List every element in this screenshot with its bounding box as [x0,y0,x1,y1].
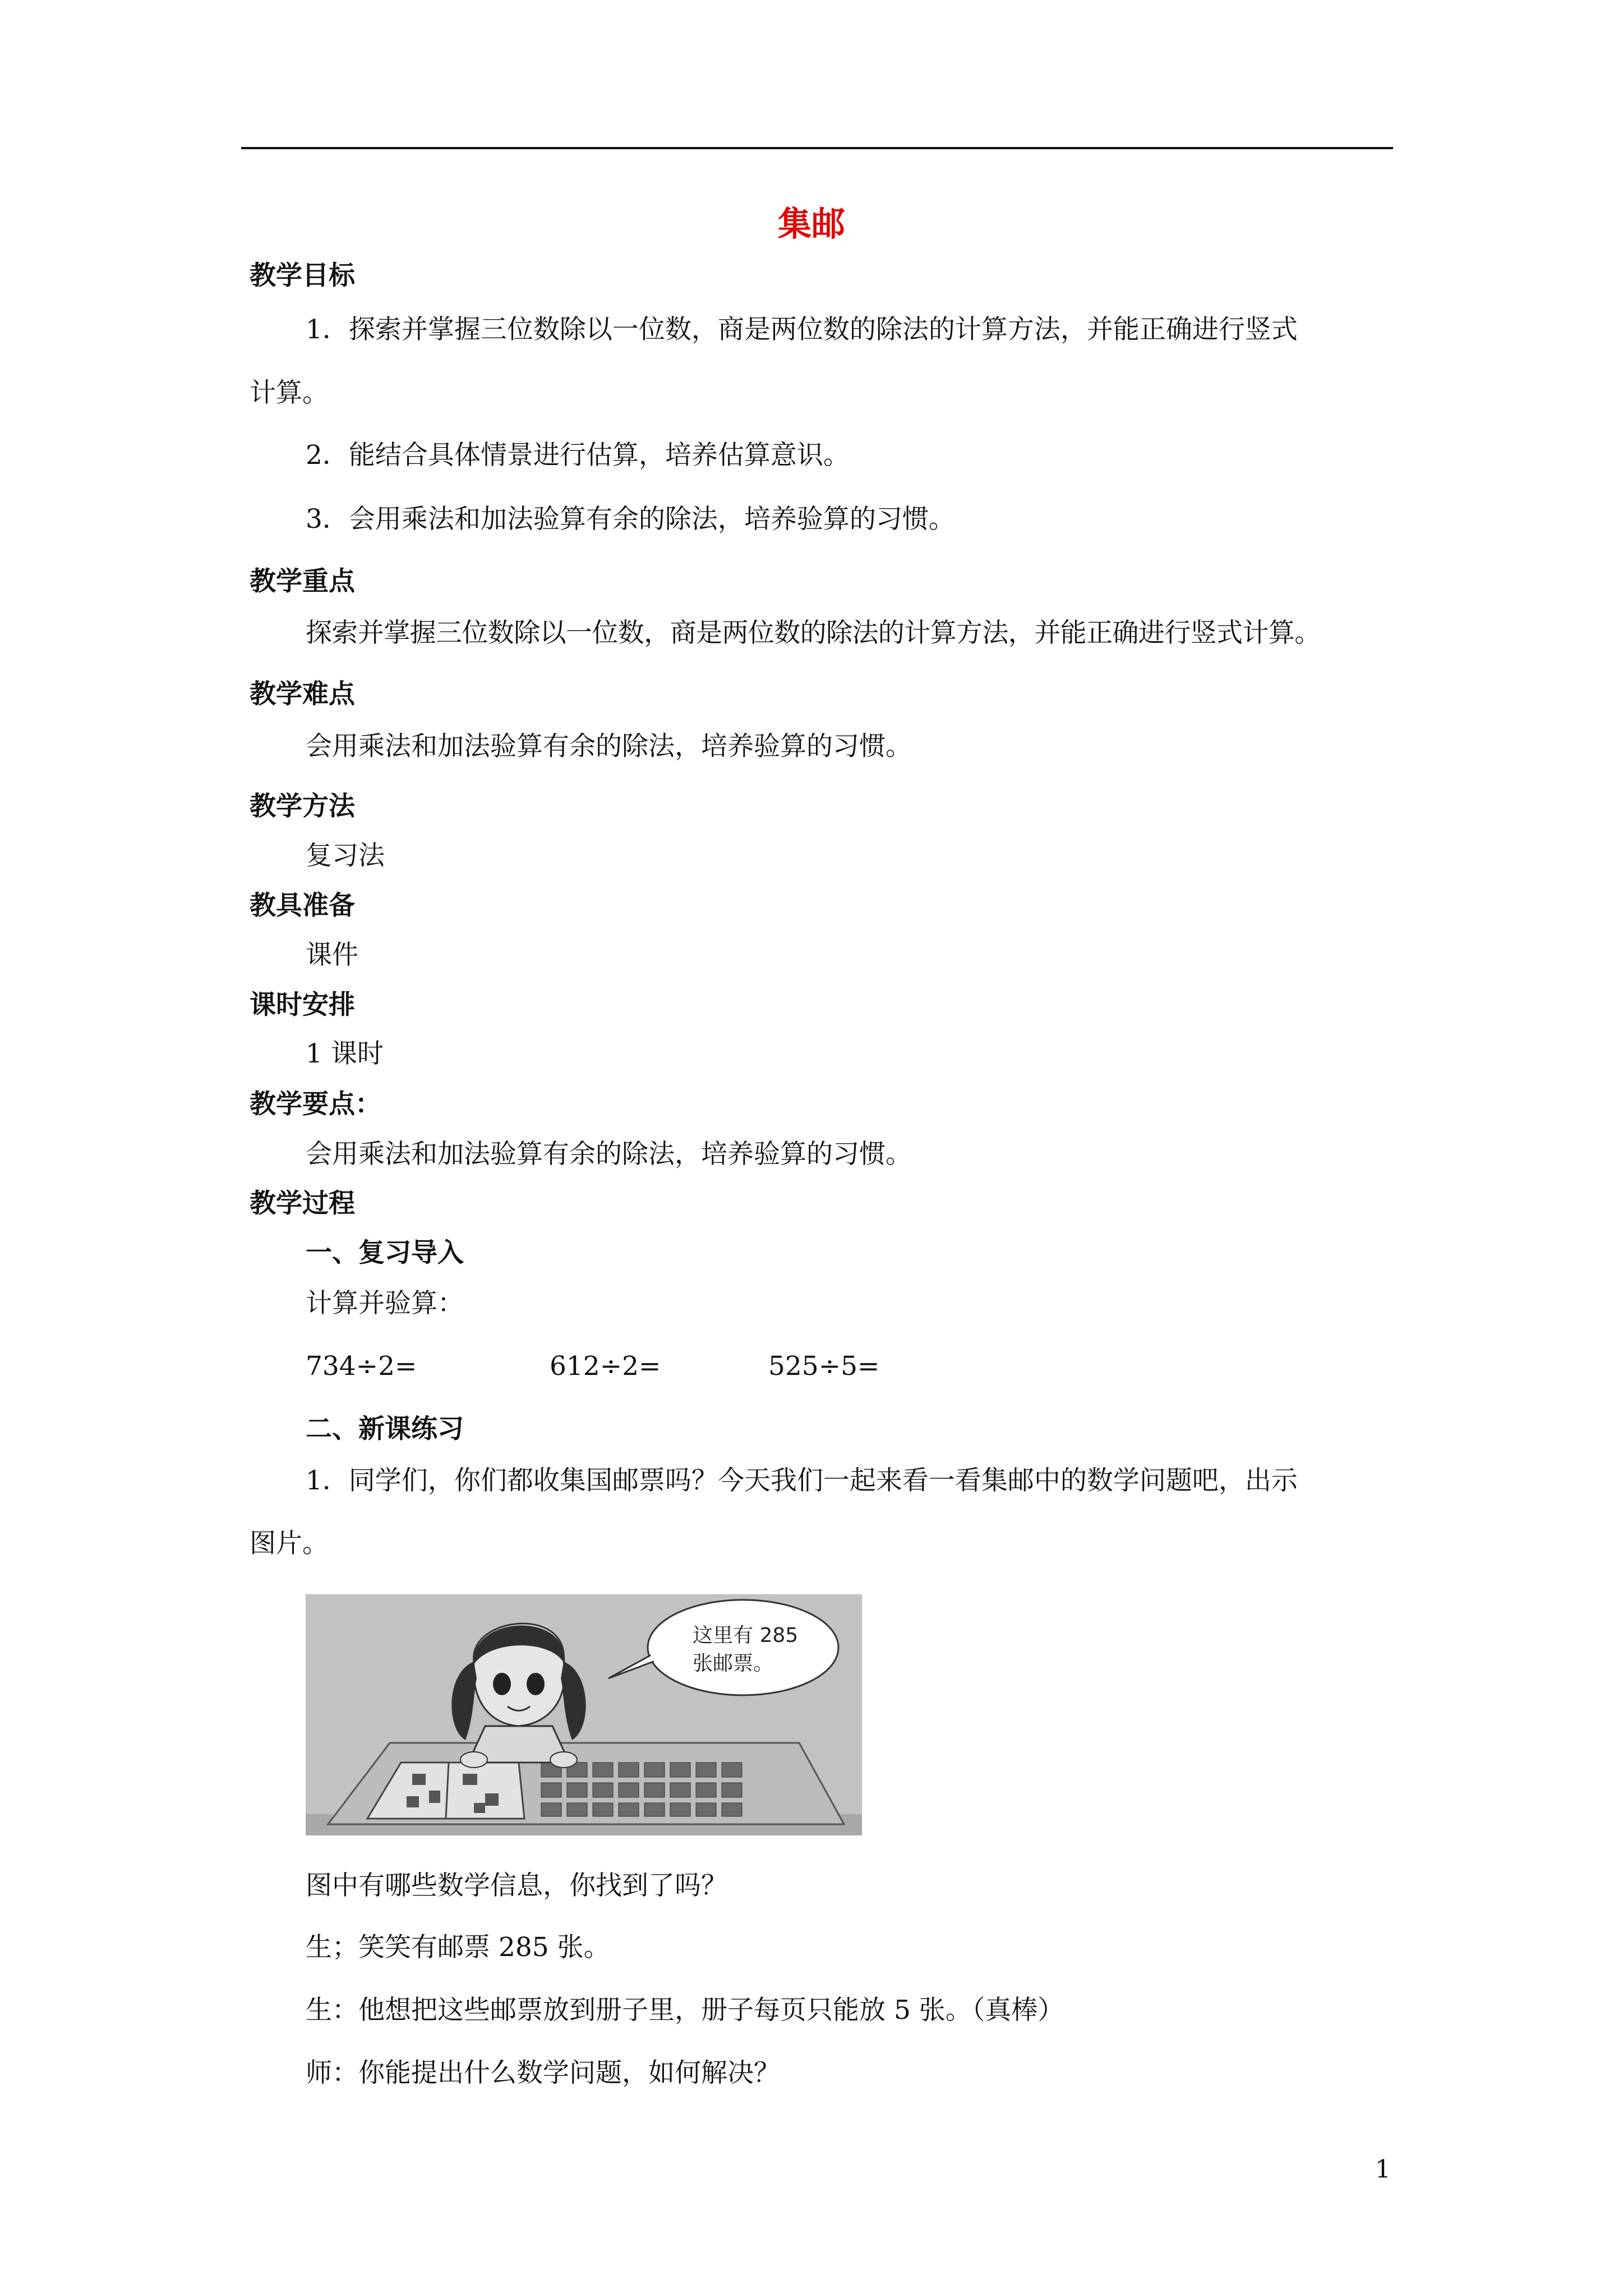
bubble-line-2: 张邮票。 [693,1652,774,1675]
lesson-item-1-line-1: 1．同学们，你们都收集国邮票吗？今天我们一起来看一看集邮中的数学问题吧，出示 [306,1465,1298,1496]
materials-text: 课件 [306,940,358,970]
document-title: 集邮 [778,205,845,244]
stamp-collection-illustration [306,1594,862,1835]
lesson-item-1-line-2: 图片。 [250,1528,329,1559]
student-answer-2: 生：他想把这些邮票放到册子里，册子每页只能放 5 张。（真棒） [306,1995,1064,2026]
heading-review: 一、复习导入 [306,1237,464,1268]
exercise-1: 734÷2= [306,1351,417,1382]
question-text: 图中有哪些数学信息，你找到了吗？ [306,1870,727,1901]
objective-1-line-1: 1．探索并掌握三位数除以一位数，商是两位数的除法的计算方法，并能正确进行竖式 [306,314,1298,345]
heading-new-lesson: 二、新课练习 [306,1414,464,1444]
exercise-3: 525÷5= [768,1351,880,1382]
methods-text: 复习法 [306,840,385,871]
heading-schedule: 课时安排 [250,990,355,1020]
schedule-text: 1 课时 [306,1038,384,1069]
header-rule [241,147,1393,149]
page-number: 1 [1375,2155,1391,2184]
bubble-line-1: 这里有 285 [693,1624,799,1647]
student-answer-1: 生；笑笑有邮票 285 张。 [306,1932,610,1963]
key-points-text: 探索并掌握三位数除以一位数，商是两位数的除法的计算方法，并能正确进行竖式计算。 [306,618,1321,648]
heading-difficulties: 教学难点 [250,679,355,710]
illustration-drawing [306,1594,862,1835]
heading-key-points: 教学重点 [250,566,355,597]
heading-process: 教学过程 [250,1188,355,1219]
essentials-text: 会用乘法和加法验算有余的除法，培养验算的习惯。 [306,1139,912,1170]
objective-3: 3．会用乘法和加法验算有余的除法，培养验算的习惯。 [306,504,955,535]
objective-2: 2．能结合具体情景进行估算，培养估算意识。 [306,440,850,471]
heading-objectives: 教学目标 [250,260,355,291]
heading-methods: 教学方法 [250,791,355,822]
exercise-2: 612÷2= [550,1351,661,1382]
teacher-question: 师：你能提出什么数学问题，如何解决？ [306,2058,780,2088]
difficulties-text: 会用乘法和加法验算有余的除法，培养验算的习惯。 [306,731,912,762]
review-prompt: 计算并验算： [306,1288,464,1319]
heading-materials: 教具准备 [250,890,355,921]
heading-essentials: 教学要点： [250,1089,381,1120]
objective-1-line-2: 计算。 [250,378,329,408]
